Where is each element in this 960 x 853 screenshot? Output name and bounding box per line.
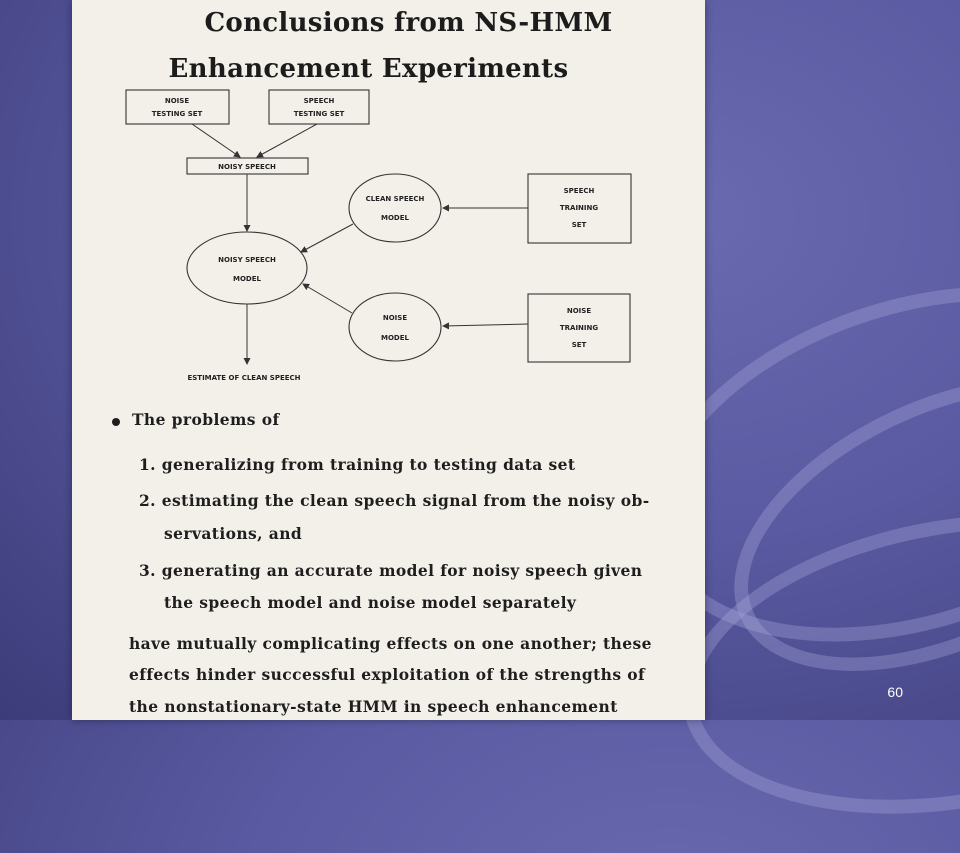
noise-training-set-box (528, 294, 630, 362)
conclusion-line-3: the nonstationary-state HMM in speech enhancement (129, 697, 618, 716)
slide-title-line2: Enhancement Experiments (168, 54, 569, 84)
problem-item-1: 1. generalizing from training to testing data set (139, 455, 576, 474)
speech-training-set-label-1: SPEECH (563, 187, 595, 195)
slide-title-line1: Conclusions from NS-HMM (204, 8, 613, 38)
noise-model-ellipse (349, 293, 441, 361)
arrow-noise-to-noisy-model (303, 284, 352, 313)
noise-model-label-2: MODEL (381, 334, 409, 342)
arrow-noise-to-noisy (192, 124, 240, 157)
clean-speech-model-label-2: MODEL (381, 214, 409, 222)
speech-testing-set-label-1: SPEECH (303, 97, 335, 105)
slide-page-number: 60 (887, 684, 903, 700)
estimate-output-label: ESTIMATE OF CLEAN SPEECH (187, 374, 301, 382)
problem-item-3-line1: 3. generating an accurate model for noisy speech given (139, 561, 643, 580)
noise-model-label-1: NOISE (382, 314, 408, 322)
arrow-noise-train-to-noise (443, 324, 528, 326)
conclusion-line-1: have mutually complicating effects on one another; these (129, 634, 652, 653)
noise-testing-set-label-2: TESTING SET (151, 110, 203, 118)
speech-training-set-label-3: SET (571, 221, 587, 229)
noisy-speech-model-label-2: MODEL (233, 275, 261, 283)
bullet-dot (112, 418, 120, 426)
noise-training-set-label-2: TRAINING (559, 324, 599, 332)
enhancement-flow-diagram (72, 0, 705, 400)
speech-training-set-box (528, 174, 631, 243)
conclusion-line-2: effects hinder successful exploitation of the strengths of (129, 665, 646, 684)
speech-testing-set-box (269, 90, 369, 124)
speech-training-set-label-2: TRAINING (559, 204, 599, 212)
noisy-speech-model-ellipse (187, 232, 307, 304)
problem-item-3-line2: the speech model and noise model separately (164, 593, 577, 612)
problem-item-2-line1: 2. estimating the clean speech signal from the noisy ob- (139, 491, 650, 510)
scanned-page (72, 0, 705, 720)
problems-intro: The problems of (132, 410, 280, 429)
speech-testing-set-label-2: TESTING SET (293, 110, 345, 118)
problem-item-2-line2: servations, and (164, 524, 303, 543)
noisy-speech-label: NOISY SPEECH (218, 163, 276, 171)
noise-testing-set-label-1: NOISE (164, 97, 190, 105)
noise-training-set-label-1: NOISE (566, 307, 592, 315)
arrow-speech-to-noisy (257, 124, 317, 157)
noisy-speech-box (187, 158, 308, 174)
noise-training-set-label-3: SET (571, 341, 587, 349)
noise-testing-set-box (126, 90, 229, 124)
clean-speech-model-ellipse (349, 174, 441, 242)
arrow-clean-to-noisy-model (301, 224, 353, 252)
noisy-speech-model-label-1: NOISY SPEECH (218, 256, 276, 264)
clean-speech-model-label-1: CLEAN SPEECH (365, 195, 425, 203)
